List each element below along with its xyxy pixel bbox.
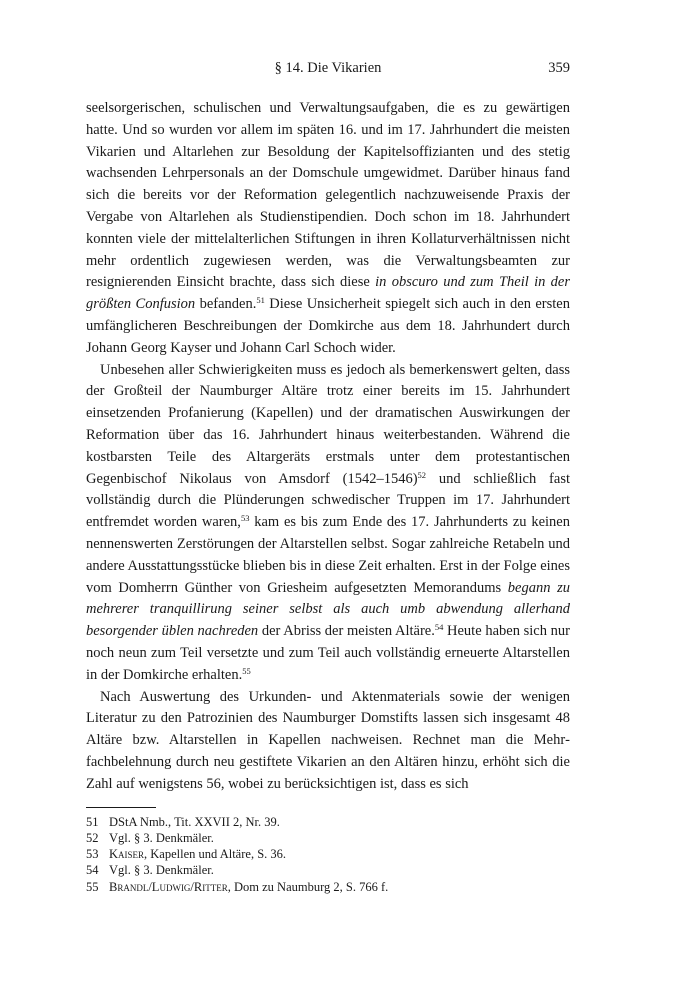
footnote-text: Vgl. § 3. Denkmäler.	[109, 830, 214, 845]
footnote-divider	[86, 807, 156, 808]
footnote-55	[86, 879, 570, 895]
body-text	[86, 98, 570, 796]
section-title: § 14. Die Vikarien	[274, 60, 382, 76]
footnote-text: , Kapellen und Altäre, S. 36.	[144, 847, 287, 862]
footnote-ref-51[interactable]: 51	[256, 295, 265, 306]
book-page	[86, 60, 570, 895]
author-name: Brandl/Ludwig/Ritter	[109, 879, 228, 894]
footnote-53	[86, 846, 570, 862]
footnotes	[86, 814, 570, 895]
footnote-ref-54[interactable]: 54	[434, 622, 444, 633]
quote-italic: in obscuro und zum Theil in der größten Confusion	[86, 274, 570, 313]
footnote-text: Vgl. § 3. Denkmäler.	[109, 863, 214, 878]
footnote-number: 53	[86, 847, 99, 862]
footnote-52	[86, 830, 570, 846]
footnote-ref-55[interactable]: 55	[242, 665, 251, 676]
paragraph-3: Nach Auswertung des Urkunden- und Aktenmaterials sowie der wenigen Literatur zu den Patrozinien des Naumburger Domstifts lassen sich insgesamt 48 Altäre bzw. Altarstellen in Kapellen nachweisen. Rechnet man die Mehrfachbelehnung durch neu gestiftete Vikarien an den Altären hinzu, erhöht sich die Zahl auf wenigstens 56, wobei zu berücksichtigen ist, dass es sich	[86, 688, 570, 792]
footnote-ref-53[interactable]: 53	[240, 513, 250, 524]
footnote-number: 54	[86, 863, 99, 878]
paragraph-1: seelsorgerischen, schulischen und Verwaltungsaufgaben, die es zu gewärtigen hatte. Und so wurden vor allem im späten 16. und im 17. Jahrhundert die meisten Vikarien und Altarlehen zur Besoldung der Kapitelsoffizianten und des stetig wachsenden Lehrpersonals an der Domschule umgewidmet. Darüber hinaus fand sich die bereits vor der Reformation gelegentlich nachzuweisende Praxis der Vergabe von Altarlehen als Studienstipendien. Doch schon im 18. Jahrhundert konnten viele der mittelalterlichen Stiftungen in ihren Kollaturverhältnissen nicht mehr ordentlich zugewiesen werden, was die Verwaltungsbeamten zur resignierenden Einsicht brachte, dass sich diese in obscuro und zum Theil in der größten Confusion befanden.$^{51}$ Diese Unsicherheit spiegelt sich auch in den ersten umfänglicheren Beschreibungen der Domkirche aus dem 18. Jahrhundert durch Johann Georg Kayser und Johann Carl Schoch wider.	[86, 100, 570, 356]
running-head	[86, 60, 570, 82]
paragraph-2: Unbesehen aller Schwierigkeiten muss es jedoch als bemerkenswert gelten, dass der Großteil der Naumburger Altäre trotz einer bereits im 15. Jahrhundert einsetzenden Profanierung (Kapellen) und der dramatischen Auswirkungen der Reformation über das 16. Jahrhundert hinaus weiterbestanden. Während die kostbarsten Teile des Altargeräts erstmals unter dem protestantischen Gegenbischof Nikolaus von Amsdorf (1542–1546)$^{52}$ und schließlich fast vollständig durch die Plünderungen schwedischer Truppen im 17. Jahrhundert entfremdet worden waren,$^{53}$ kam es bis zum Ende des 17. Jahrhunderts zu keinen nennenswerten Zerstörungen der Altarstellen selbst. Sogar zahlreiche Retabeln und andere Ausstattungsstücke blieben bis in diese Zeit erhalten. Erst in der Folge eines vom Domherrn Günther von Griesheim aufgesetzten Memorandums begann zu mehrerer tranquillirung seiner selbst als auch umb abwendung allerhand besorgender üblen nachreden der Abriss der meisten Altäre.$^{54}$ Heute haben sich nur noch neun zum Teil versetzte und zum Teil auch vollständig erneuerte Altarstellen in der Domkirche erhalten.$^{55}$	[86, 361, 570, 683]
footnote-51	[86, 814, 570, 830]
page-number: 359	[548, 60, 570, 76]
footnote-text: , Dom zu Naumburg 2, S. 766 f.	[227, 879, 389, 894]
quote-italic: begann zu mehrerer tranquillirung seiner selbst als auch umb abwendung allerhand besorgender üblen nachreden	[86, 579, 570, 640]
author-name: Kaiser	[109, 847, 145, 862]
footnote-number: 51	[86, 814, 99, 829]
footnote-text: DStA Nmb., Tit. XXVII 2, Nr. 39.	[109, 814, 280, 829]
footnote-number: 55	[86, 879, 99, 894]
footnote-number: 52	[86, 830, 99, 845]
footnote-54	[86, 862, 570, 878]
footnote-ref-52[interactable]: 52	[417, 469, 427, 480]
